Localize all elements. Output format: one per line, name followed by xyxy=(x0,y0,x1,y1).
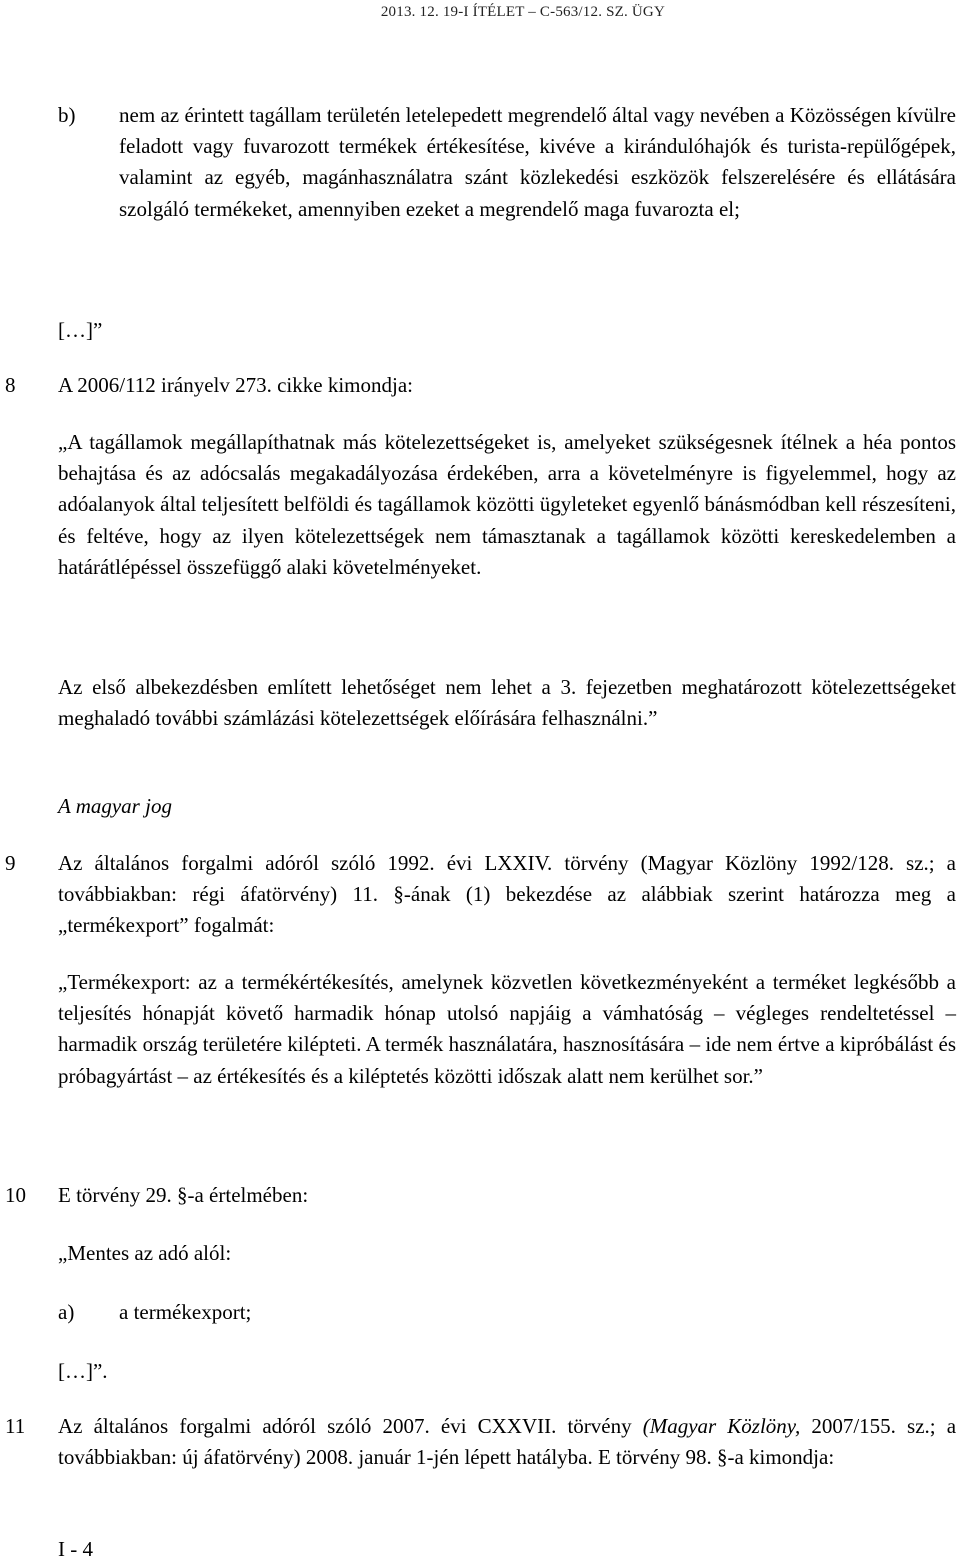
item-b-label: b) xyxy=(58,103,76,127)
paragraph-10-item-label: a) xyxy=(58,1300,75,1324)
section-heading: A magyar jog xyxy=(58,794,172,818)
paragraph-8-quote-2: Az első albekezdésben említett lehetőséget nem lehet a 3. fejezetben meghatározott kötelezettségeket meghaladó további számlázási kötelezettségek előírására felhasználni.” xyxy=(58,675,956,731)
paragraph-10-ellipsis: […]”. xyxy=(58,1359,108,1383)
paragraph-number-10: 10 xyxy=(5,1183,26,1207)
page-number: I - 4 xyxy=(58,1537,93,1561)
paragraph-11-part-1: Az általános forgalmi adóról szóló 2007. évi CXXVII. törvény xyxy=(58,1414,643,1438)
paragraph-8-quote-1: „A tagállamok megállapíthatnak más kötelezettségeket is, amelyeket szükségesnek ítélnek a héa pontos behajtása és az adócsalás megakadályozása érdekében, arra a követelményre is figyelemmel, hogy az adóalanyok által teljesített belföldi és tagállamok közötti ügyleteket egyenlő bánásmódban kell részesíteni, és feltéve, hogy az ilyen kötelezettségek nem támasztanak a tagállamok közötti kereskedelemben a határátlépéssel összefüggő alaki követelményeket. xyxy=(58,430,956,579)
paragraph-11-part-2: 2007/155. sz.; a továbbiakban: új áfatörvény) 2008. január 1-jén lépett hatályba. E törvény 98. §-a kimondja: xyxy=(58,1414,957,1470)
paragraph-number-11: 11 xyxy=(5,1414,26,1438)
paragraph-9-quote: „Termékexport: az a termékértékesítés, amelynek közvetlen következményeként a terméket legkésőbb a teljesítés hónapját követő harmadik hónap utolsó napjáig a vámhatóság – végleges rendeltetéssel – harmadik ország területére kilépteti. A termék használatára, hasznosítására – ide nem értve a kipróbálást és próbagyártást – az értékesítés és a kiléptetés közötti időszak alatt nem kerülhet sor.” xyxy=(58,970,956,1088)
paragraph-10-quote: „Mentes az adó alól: xyxy=(58,1241,232,1265)
ellipsis-quote-end: […]” xyxy=(58,318,103,342)
page-header: 2013. 12. 19-I ÍTÉLET – C-563/12. SZ. ÜGY xyxy=(380,4,665,20)
item-b-text: nem az érintett tagállam területén letelepedett megrendelő által vagy nevében a Közösségen kívülre feladott vagy fuvarozott termékek értékesítése, kivéve a kirándulóhajók és turista-repülőgépek, valamint az egyéb, magánhasználatra szánt közlekedési eszközök felszerelésére és ellátására szolgáló termékeket, amennyiben ezeket a megrendelő maga fuvarozta el; xyxy=(119,103,956,221)
paragraph-11-italic: (Magyar Közlöny, xyxy=(642,1414,801,1438)
paragraph-number-9: 9 xyxy=(5,851,16,875)
paragraph-10-intro: E törvény 29. §-a értelmében: xyxy=(58,1183,309,1207)
paragraph-8-intro: A 2006/112 irányelv 273. cikke kimondja: xyxy=(58,373,414,397)
paragraph-10-item-text: a termékexport; xyxy=(119,1300,252,1324)
paragraph-number-8: 8 xyxy=(5,373,16,397)
paragraph-9-intro: Az általános forgalmi adóról szóló 1992. évi LXXIV. törvény (Magyar Közlöny 1992/128. sz.; a továbbiakban: régi áfatörvény) 11. §-ának (1) bekezdése az alábbiak szerint határozza meg a „termékexport” fogalmát: xyxy=(58,851,956,938)
paragraph-11-text xyxy=(58,1411,956,1473)
